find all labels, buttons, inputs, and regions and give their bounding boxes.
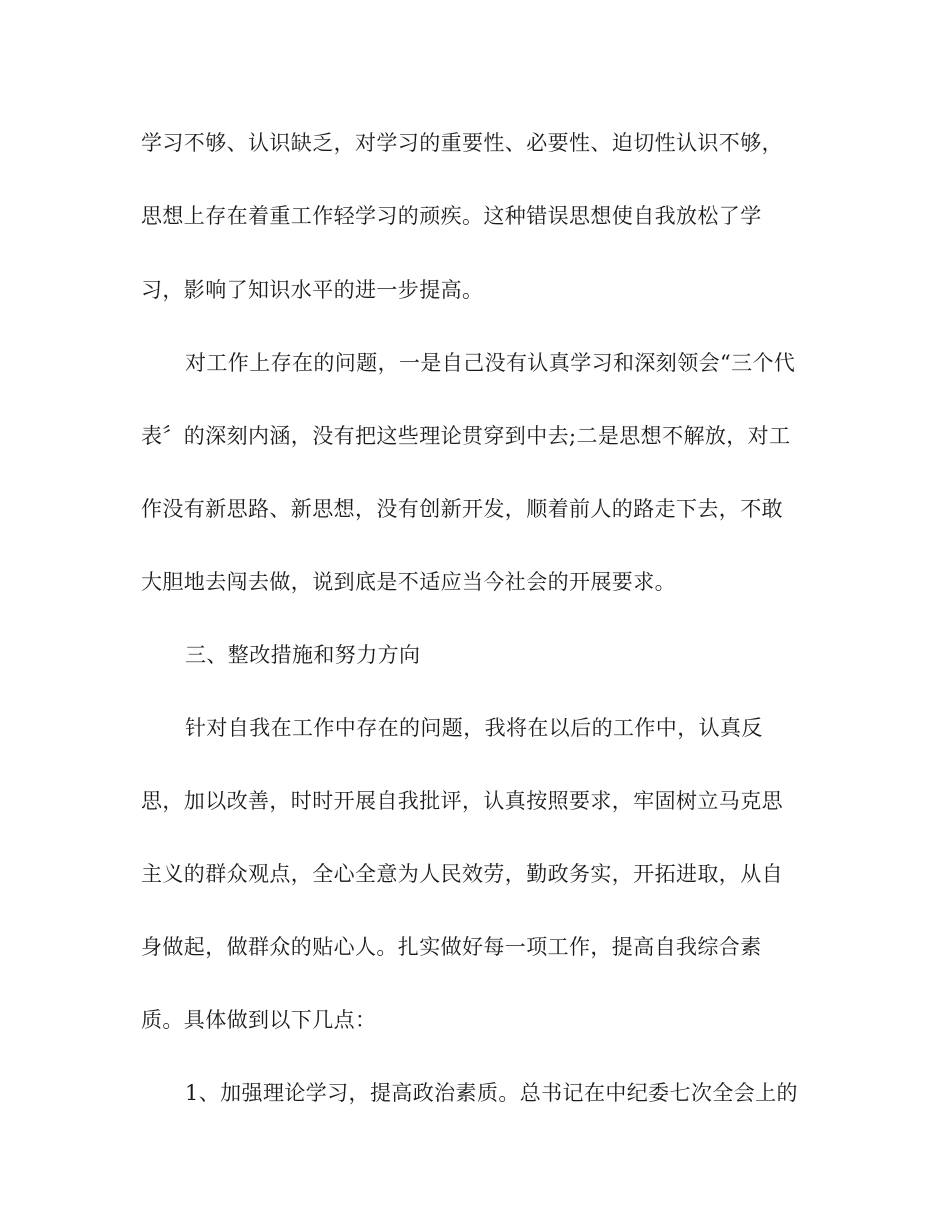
section-heading: 三、整改措施和努力方向 [185, 643, 421, 667]
paragraph-line: 思想上存在着重工作轻学习的顽疾。这种错误思想使自我放松了学 [141, 204, 762, 228]
paragraph-line: 针对自我在工作中存在的问题，我将在以后的工作中，认真反 [185, 716, 763, 740]
paragraph-line: 作没有新思路、新思想，没有创新开发，顺着前人的路走下去，不敢 [141, 497, 783, 521]
paragraph-line: 主义的群众观点，全心全意为人民效劳，勤政务实，开拓进取，从自 [141, 862, 783, 886]
paragraph-line: 习，影响了知识水平的进一步提高。 [141, 278, 484, 302]
list-item-line: 1、加强理论学习，提高政治素质。总书记在中纪委七次全会上的 [185, 1081, 798, 1105]
paragraph-line: 表〞的深刻内涵，没有把这些理论贯穿到中去;二是思想不解放，对工 [141, 424, 791, 448]
paragraph-line: 大胆地去闯去做，说到底是不适应当今社会的开展要求。 [141, 570, 676, 594]
paragraph-line: 身做起，做群众的贴心人。扎实做好每一项工作，提高自我综合素 [141, 935, 762, 959]
paragraph-line: 学习不够、认识缺乏，对学习的重要性、必要性、迫切性认识不够， [141, 131, 783, 155]
paragraph-line: 对工作上存在的问题，一是自己没有认真学习和深刻领会“三个代 [185, 351, 796, 375]
paragraph-line: 质。具体做到以下几点： [141, 1008, 377, 1032]
paragraph-line: 思，加以改善，时时开展自我批评，认真按照要求，牢固树立马克思 [141, 789, 783, 813]
